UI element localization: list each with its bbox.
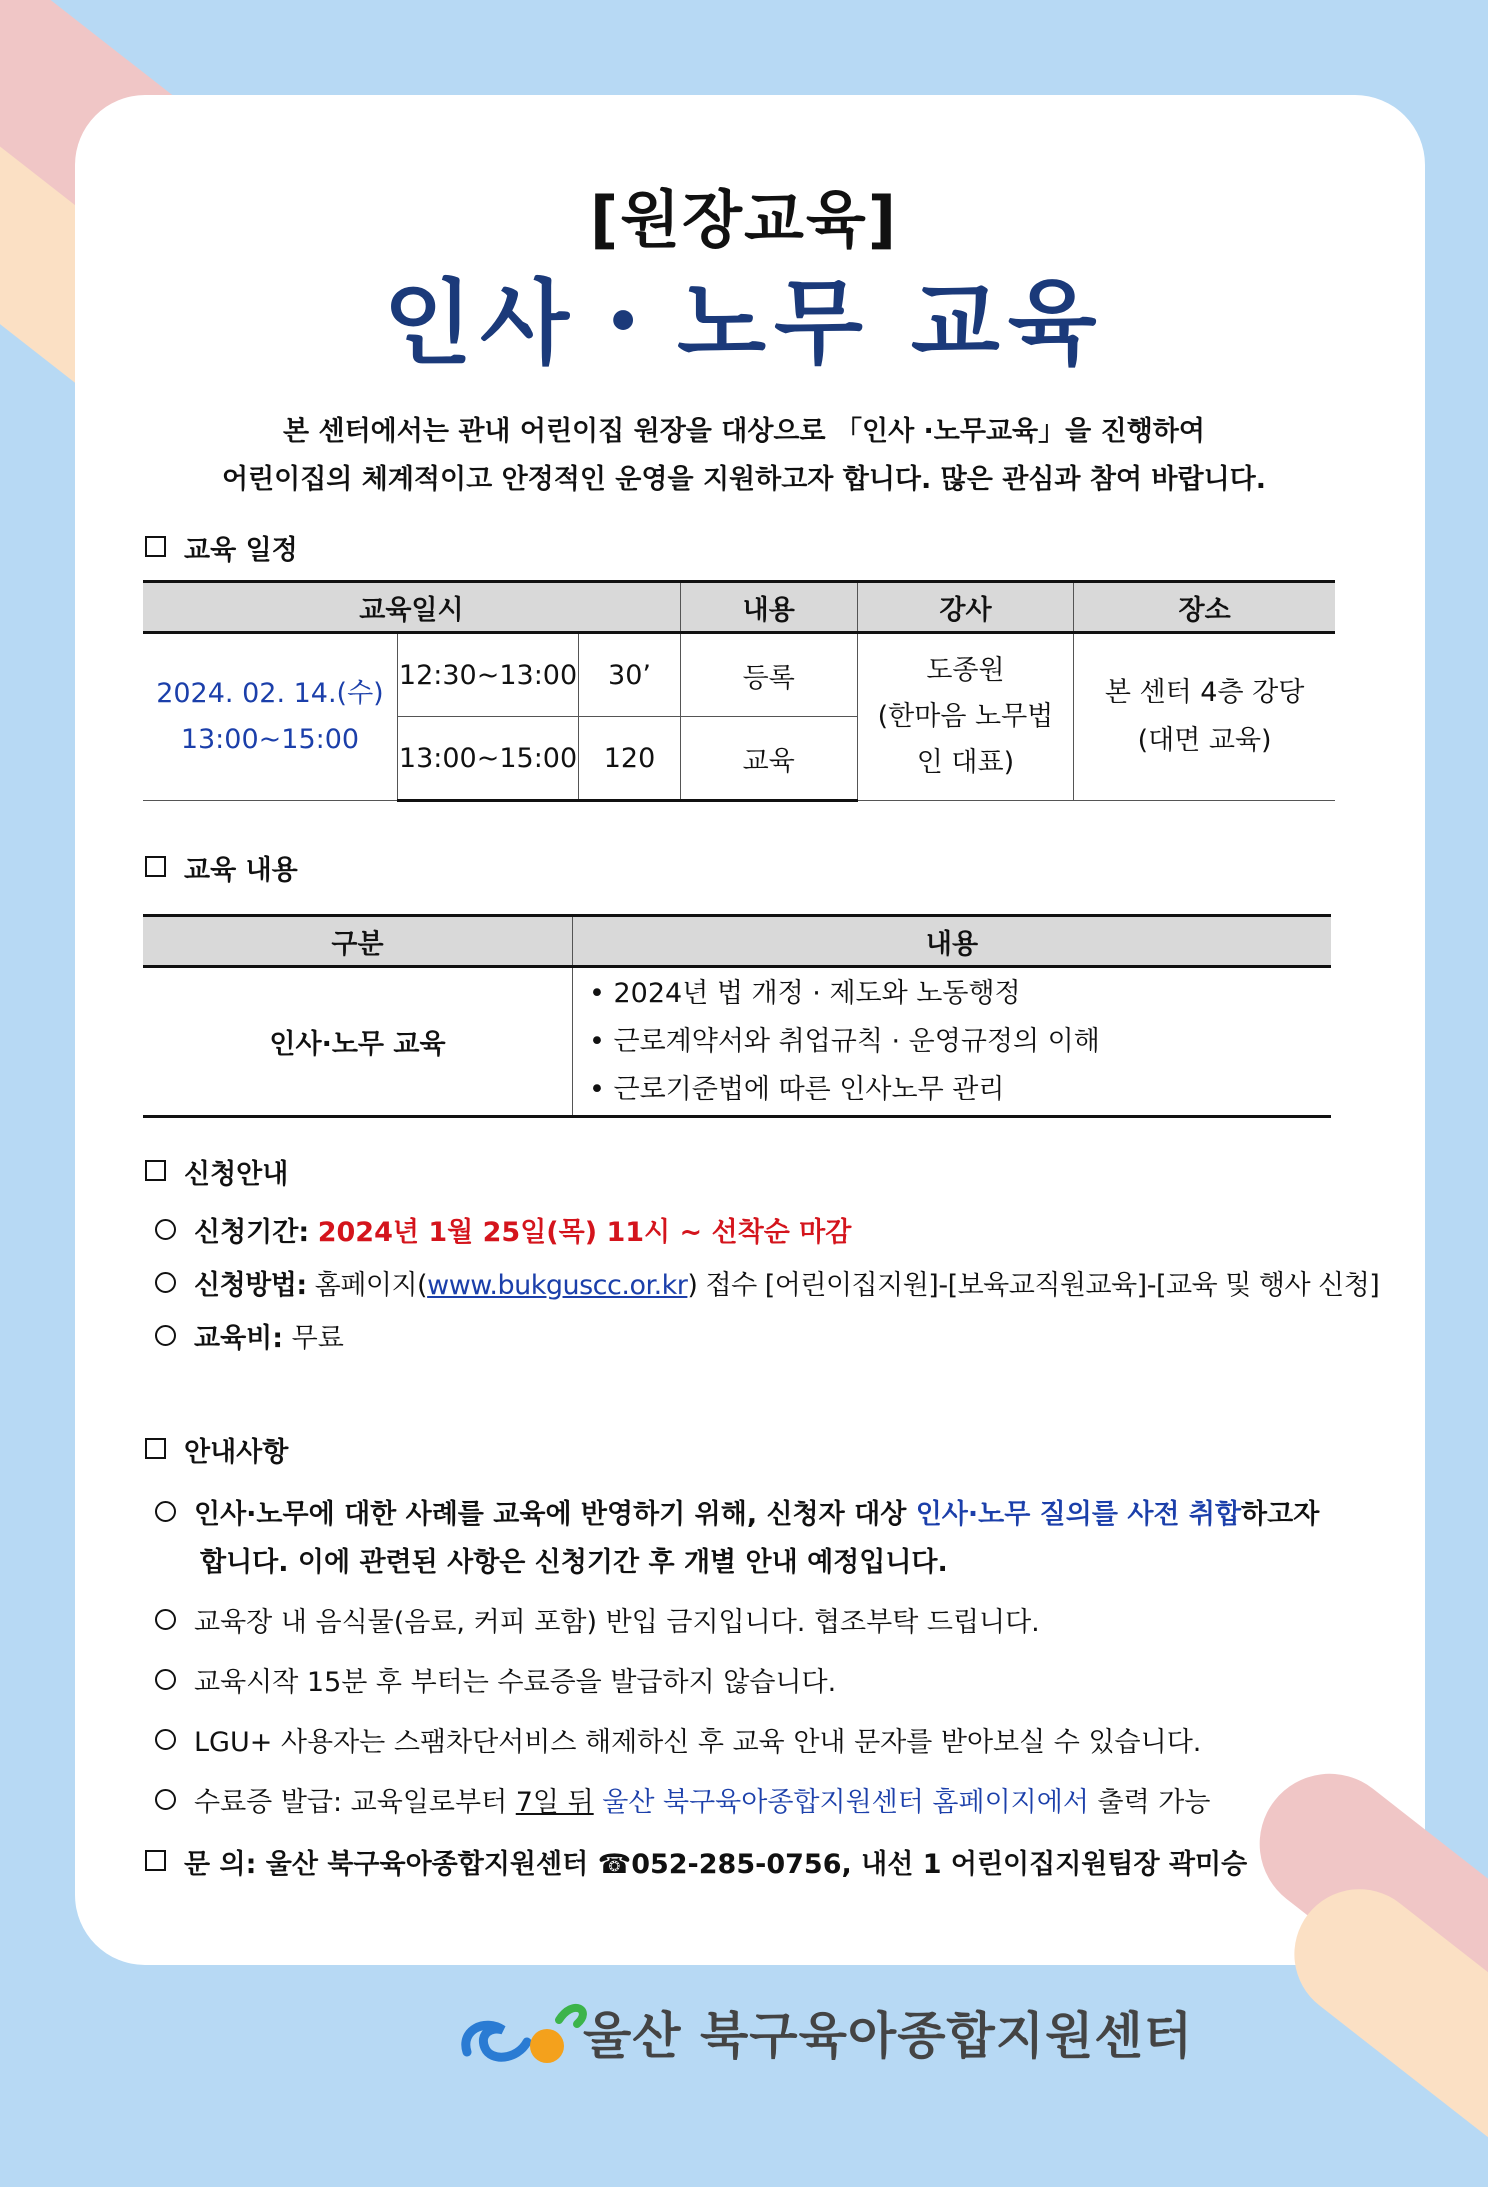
square-bullet-icon [145,1850,166,1871]
page-subtitle: [원장교육] [589,183,899,256]
schedule-header-place: 장소 [1074,582,1335,633]
logo-circle-orange [530,2029,564,2063]
content-header-category: 구분 [143,916,573,967]
notice-item-2: 교육장 내 음식물(음료, 커피 포함) 반입 금지입니다. 협조부탁 드립니다. [155,1600,1040,1639]
notice-item-1: 인사·노무에 대한 사례를 교육에 반영하기 위해, 신청자 대상 인사·노무 질의를 사전 취합하고자 [155,1492,1319,1531]
content-category: 인사·노무 교육 [143,967,573,1117]
schedule-row-minutes: 120 [579,717,681,801]
circle-bullet-icon [155,1729,176,1750]
section-application-heading: 신청안내 [145,1152,288,1191]
circle-bullet-icon [155,1609,176,1630]
square-bullet-icon [145,856,166,877]
org-name: 울산 북구육아종합지원센터 [583,2007,1194,2065]
content-items [573,967,1332,1117]
inquiry: 문 의: 울산 북구육아종합지원센터 ☎052-285-0756, 내선 1 어린이집지원팀장 곽미승 [145,1842,1247,1881]
content-item: • 2024년 법 개정 · 제도와 노동행정 [589,977,1021,1009]
intro-text [0,408,1488,504]
content-item: • 근로계약서와 취업규칙 · 운영규정의 이해 [589,1025,1100,1057]
schedule-row-content: 등록 [680,633,857,717]
content-table [143,914,1331,1118]
notice-item-3: 교육시작 15분 후 부터는 수료증을 발급하지 않습니다. [155,1660,836,1699]
circle-bullet-icon [155,1501,176,1522]
square-bullet-icon [145,1438,166,1459]
circle-bullet-icon [155,1219,176,1240]
circle-bullet-icon [155,1789,176,1810]
intro-line-2: 어린이집의 체계적이고 안정적인 운영을 지원하고자 합니다. 많은 관심과 참여 바랍니다. [221,464,1267,495]
application-fee: 교육비: 무료 [155,1316,344,1355]
notice-item-1-cont: 합니다. 이에 관련된 사항은 신청기간 후 개별 안내 예정입니다. [200,1547,948,1578]
schedule-date: 2024. 02. 14.(수) [156,678,384,709]
place-cell [1074,633,1335,801]
notice-item-5: 수료증 발급: 교육일로부터 7일 뒤 울산 북구육아종합지원센터 홈페이지에서 출력 가능 [155,1780,1210,1819]
schedule-header-instructor: 강사 [857,582,1074,633]
section-schedule-heading: 교육 일정 [145,528,298,567]
schedule-row-time: 12:30~13:00 [397,633,578,717]
place-line-1: 본 센터 4층 강당 [1104,677,1305,708]
content-header-detail: 내용 [573,916,1332,967]
square-bullet-icon [145,1160,166,1181]
place-line-2: (대면 교육) [1137,725,1272,756]
circle-bullet-icon [155,1325,176,1346]
instructor-cell [857,633,1074,801]
content-item: • 근로기준법에 따른 인사노무 관리 [589,1073,1005,1105]
page-title: 인사・노무 교육 [383,270,1105,377]
schedule-row-content: 교육 [680,717,857,801]
circle-bullet-icon [155,1272,176,1293]
circle-bullet-icon [155,1669,176,1690]
logo-swirl-blue [466,2025,527,2057]
logo-leaf-green [559,2008,583,2024]
notice-item-4: LGU+ 사용자는 스팸차단서비스 해제하신 후 교육 안내 문자를 받아보실 수 있습니다. [155,1720,1201,1759]
schedule-row-time: 13:00~15:00 [397,717,578,801]
schedule-header-datetime: 교육일시 [143,582,680,633]
homepage-link[interactable]: www.bukguscc.or.kr [427,1270,688,1301]
section-notice-heading: 안내사항 [145,1430,288,1469]
section-content-heading: 교육 내용 [145,848,298,887]
schedule-header-content: 내용 [680,582,857,633]
schedule-table [143,580,1335,802]
instructor-org: (한마음 노무법인 대표) [877,701,1054,778]
intro-line-1: 본 센터에서는 관내 어린이집 원장을 대상으로 「인사 ·노무교육」을 진행하여 [283,416,1205,447]
square-bullet-icon [145,536,166,557]
application-method: 신청방법: 홈페이지(www.bukguscc.or.kr) 접수 [어린이집지원]-[보육교직원교육]-[교육 및 행사 신청] [155,1263,1379,1302]
schedule-date-cell [143,633,397,801]
schedule-row-minutes: 30’ [579,633,681,717]
instructor-name: 도종원 [926,655,1005,686]
application-period: 신청기간: 2024년 1월 25일(목) 11시 ~ 선착순 마감 [155,1210,851,1249]
schedule-time: 13:00~15:00 [180,724,360,755]
